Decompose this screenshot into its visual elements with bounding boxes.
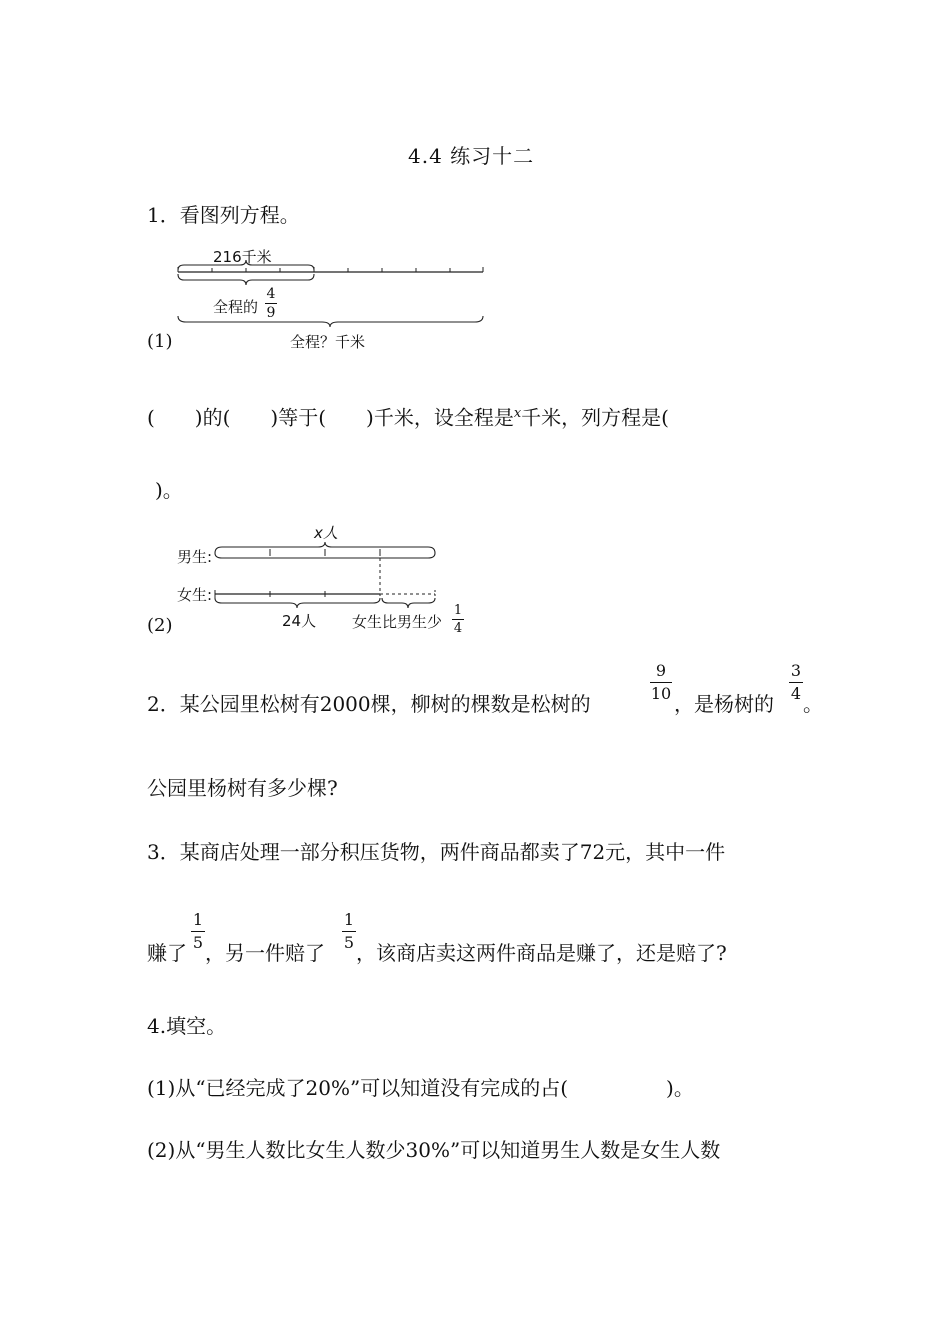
q1-fill-line [147,402,669,430]
fig2-bottom-right: 女生比男生少 [352,613,443,631]
q3-frac1-num: 1 [192,910,204,929]
q2-frac2-den: 4 [790,684,802,703]
q2-frac1-bar [650,682,672,683]
q2-fraction-1 [650,662,672,703]
q2-part2: ，是杨树的 [674,692,774,716]
whole-brace [178,316,483,327]
q1-line-a: ( )的( )等于( )千米，设全程是 [147,405,514,430]
fig1-top-label: 216千米 [213,248,272,266]
fig2-bottom-left: 24人 [282,612,317,630]
fig2-frac-num: 1 [453,603,463,618]
fig1-fraction [265,287,277,320]
distance-ticks [178,267,483,272]
q3-part2: ，另一件赔了 [205,941,325,965]
q3-frac2-num: 1 [343,910,355,929]
fig1-frac-den: 9 [266,305,276,321]
fig1-whole-label: 全程？千米 [290,333,366,351]
fig2-boys-label: 男生: [177,548,213,566]
q1-line-a-tail: 千米，列方程是( [521,405,669,430]
q4-item2: (2)从“男生人数比女生人数少30%”可以知道男生人数是女生人数 [147,1138,721,1162]
q2-frac1-num: 9 [655,661,667,680]
q3-frac2-den: 5 [343,933,355,952]
q2-part1: 2．某公园里松树有2000棵，柳树的棵数是松树的 [147,692,591,716]
figure-2-students-diagram [210,538,450,613]
q4-item1-text: (1)从“已经完成了20%”可以知道没有完成的占( [147,1076,569,1100]
fig2-fraction [452,604,464,635]
q2-line2: 公园里杨树有多少棵? [147,776,338,800]
fig1-part-label: 全程的 [213,298,259,316]
q3-part1: 赚了 [147,941,187,965]
fig2-girls-label: 女生: [177,586,213,604]
fig2-frac-den: 4 [453,621,463,636]
diff-brace [382,598,435,608]
q3-frac2-bar [342,931,356,932]
page-title: 4.4 练习十二 [408,144,535,168]
q4-heading: 4.填空。 [147,1014,227,1038]
q2-frac2-bar [789,682,803,683]
fig2-frac-bar [452,619,464,620]
q4-item1 [147,1076,694,1100]
fig1-frac-bar [265,303,277,304]
q3-frac1-den: 5 [192,933,204,952]
boys-ticks [270,549,380,556]
fig1-index: (1) [147,331,173,352]
part-brace [178,274,314,285]
girls-brace [215,598,380,608]
fig2-top-label-text: x人 [314,524,338,542]
fig2-top-label [314,522,338,543]
fig2-index: (2) [147,615,173,636]
q2-part3: 。 [803,692,823,716]
q2-fraction-2 [789,662,803,703]
q2-frac1-den: 10 [650,684,672,703]
q3-fraction-2 [342,911,356,952]
q3-frac1-bar [191,931,205,932]
q1-heading: 1．看图列方程。 [147,203,300,227]
fig1-frac-num: 4 [266,286,276,302]
q3-part3: ，该商店卖这两件商品是赚了，还是赔了? [356,941,727,965]
q1-fill-line-2: )。 [155,478,183,502]
q4-item1-tail: )。 [666,1076,694,1100]
var-x: x [513,406,522,421]
q3-fraction-1 [191,911,205,952]
q2-frac2-num: 3 [790,661,802,680]
q3-line1: 3．某商店处理一部分积压货物，两件商品都卖了72元，其中一件 [147,840,726,864]
